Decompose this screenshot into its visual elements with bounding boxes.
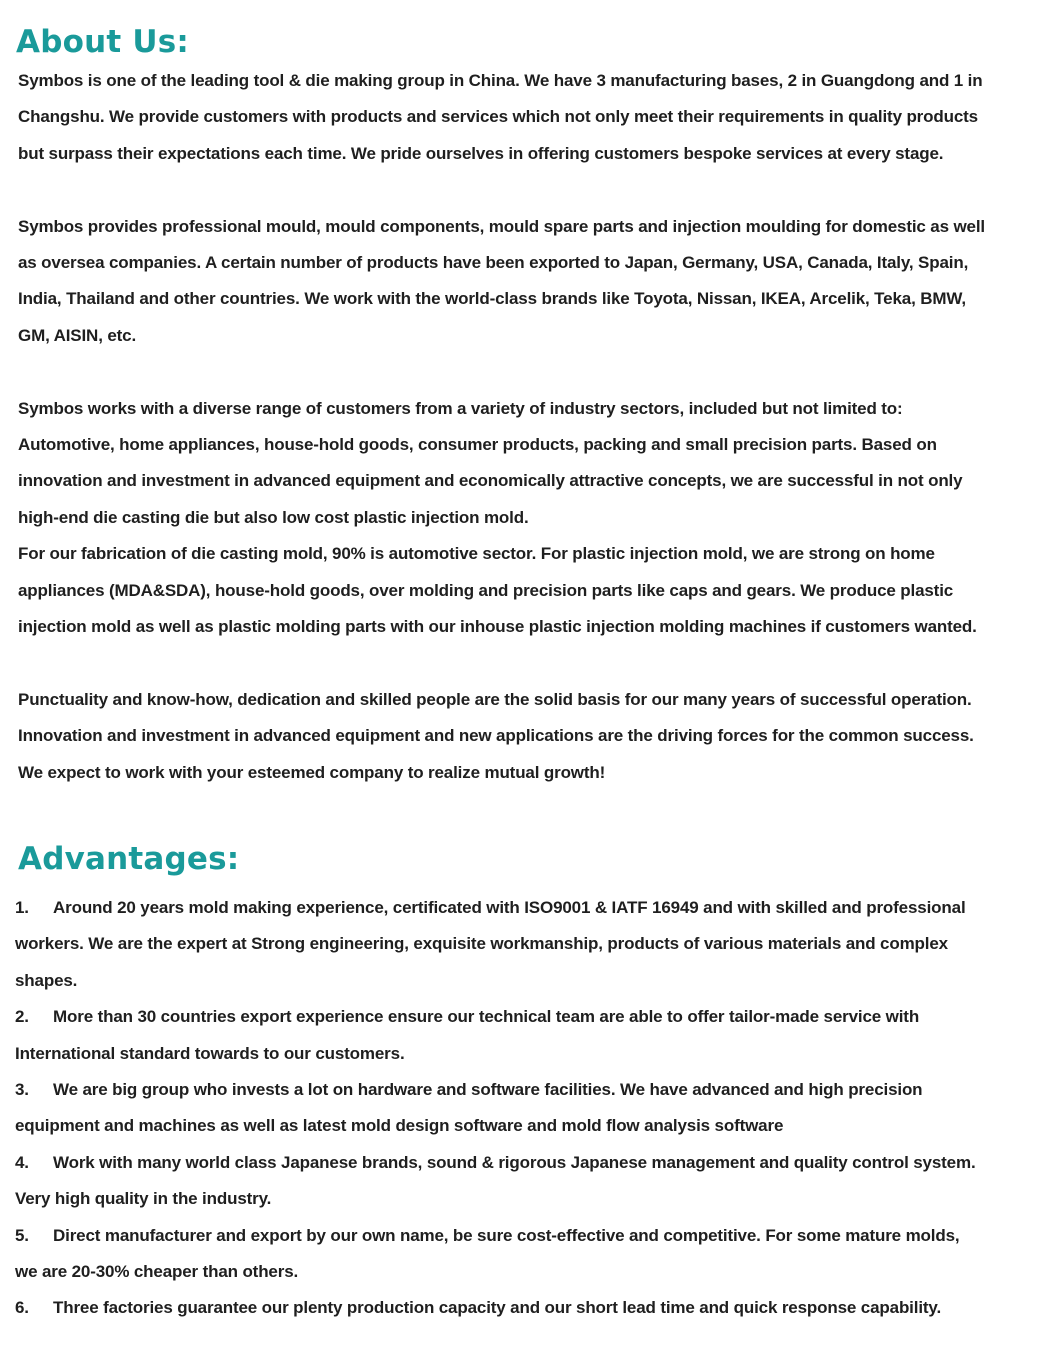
about-paragraph-3: Symbos works with a diverse range of customers from a variety of industry sectors, included but not limited to: Automotive, home appliances, house-hold goods, consumer products, packing and small precision parts. Based on innovation and investment in advanced equipment and economically attractive concepts, we are successful in not only high-end die casting die but also low cost plastic injection mold.: [18, 398, 963, 527]
advantage-text-first-line: Three factories guarantee our plenty production capacity and our short lead time and quick response capability.: [53, 1298, 942, 1318]
advantage-item-2: [15, 999, 1035, 1072]
advantage-text-first-line: We are big group who invests a lot on hardware and software facilities. We have advanced and high precision: [53, 1080, 923, 1100]
about-us-heading: About Us:: [16, 24, 189, 60]
advantage-text-continuation: Very high quality in the industry.: [15, 1189, 272, 1209]
advantage-number: 2.: [15, 1007, 29, 1027]
advantage-item-4: [15, 1145, 1035, 1218]
about-paragraph-5: Punctuality and know-how, dedication and skilled people are the solid basis for our many years of successful operation. Innovation and investment in advanced equipment and new applications are the driving forces for the common success. We expect to work with your esteemed company to realize mutual growth!: [18, 689, 974, 782]
advantage-text-continuation: equipment and machines as well as latest mold design software and mold flow analysis software: [15, 1116, 784, 1136]
about-paragraph-4: For our fabrication of die casting mold, 90% is automotive sector. For plastic injection mold, we are strong on home appliances (MDA&SDA), house-hold goods, over molding and precision parts like caps and gears. We produce plastic injection mold as well as plastic molding parts with our inhouse plastic injection molding machines if customers wanted.: [18, 544, 977, 637]
advantage-item-1: [15, 890, 1035, 999]
advantage-text-first-line: More than 30 countries export experience ensure our technical team are able to offer tailor-made service with: [53, 1007, 920, 1027]
advantage-text-first-line: Around 20 years mold making experience, certificated with ISO9001 & IATF 16949 and with skilled and professional: [53, 898, 966, 917]
advantage-number: 1.: [15, 898, 29, 917]
advantage-text-first-line: Work with many world class Japanese brands, sound & rigorous Japanese management and quality control system.: [53, 1152, 976, 1172]
advantage-item-3: [15, 1072, 1035, 1145]
advantages-heading: Advantages:: [18, 841, 240, 877]
about-us-body: [18, 63, 1033, 791]
advantage-text-continuation: workers. We are the expert at Strong engineering, exquisite workmanship, products of various materials and complex shapes.: [15, 934, 948, 990]
advantages-list: [15, 890, 1035, 1327]
advantage-number: 5.: [15, 1225, 29, 1245]
advantage-item-6: [15, 1290, 1035, 1326]
advantage-text-first-line: Direct manufacturer and export by our own name, be sure cost-effective and competitive. For some mature molds,: [53, 1225, 960, 1245]
advantage-text-continuation: we are 20-30% cheaper than others.: [15, 1262, 299, 1282]
about-paragraph-1: Symbos is one of the leading tool & die making group in China. We have 3 manufacturing bases, 2 in Guangdong and 1 in Changshu. We provide customers with products and services which not only meet their requirements in quality products but surpass their expectations each time. We pride ourselves in offering customers bespoke services at every stage.: [18, 71, 983, 163]
advantage-number: 6.: [15, 1298, 29, 1318]
advantage-number: 4.: [15, 1152, 29, 1172]
advantage-item-5: [15, 1218, 1035, 1291]
advantage-text-continuation: International standard towards to our customers.: [15, 1043, 405, 1063]
about-paragraph-2: Symbos provides professional mould, mould components, mould spare parts and injection moulding for domestic as well as oversea companies. A certain number of products have been exported to Japan, Germany, USA, Canada, Italy, Spain, India, Thailand and other countries. We work with the world-class brands like Toyota, Nissan, IKEA, Arcelik, Teka, BMW, GM, AISIN, etc.: [18, 216, 986, 345]
advantage-number: 3.: [15, 1080, 29, 1100]
